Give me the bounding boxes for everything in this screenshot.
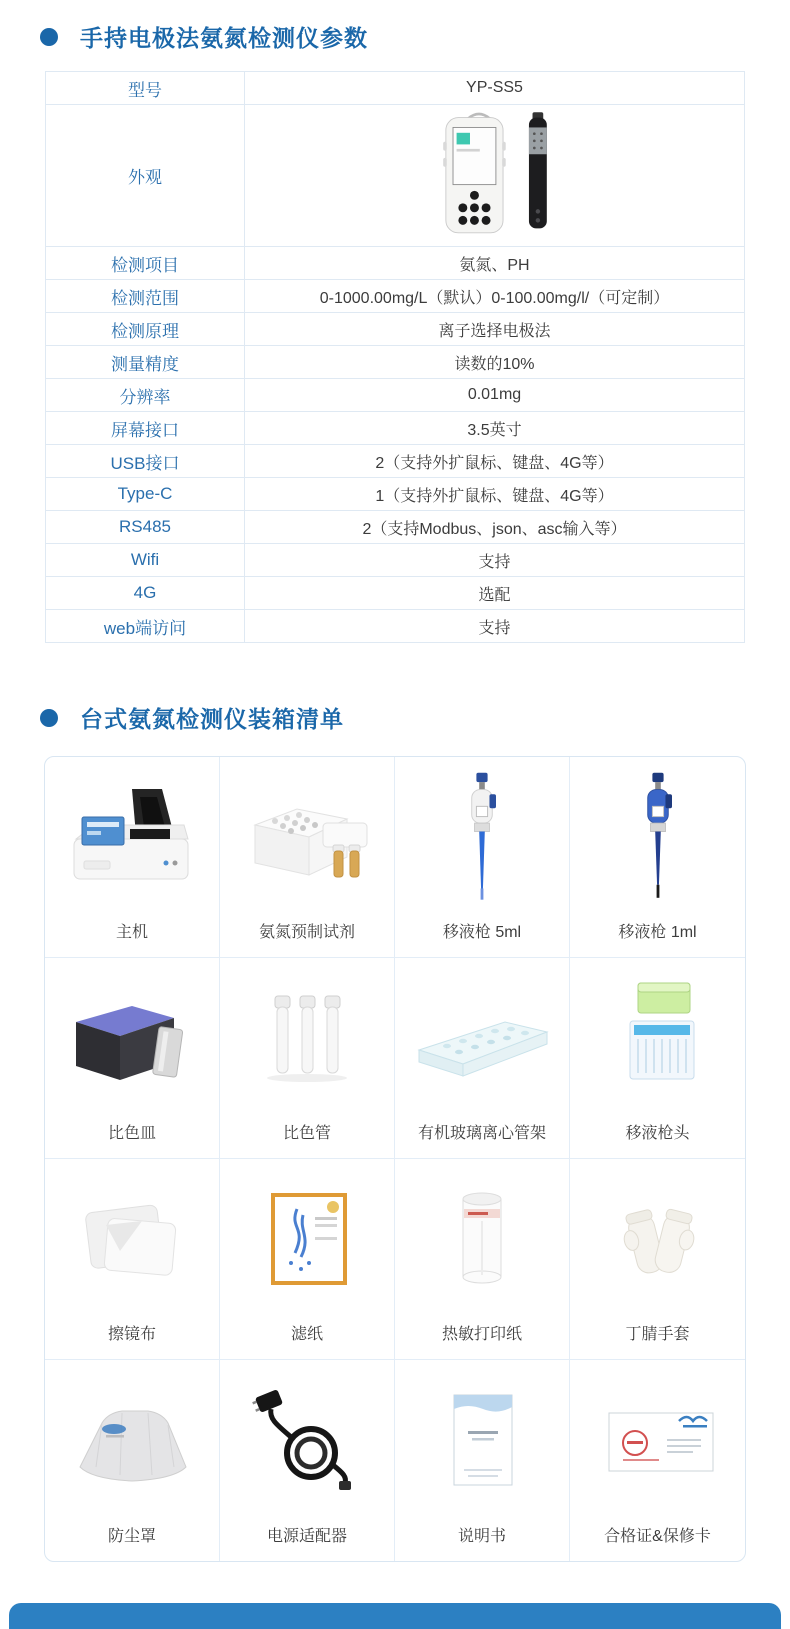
packing-item-dust-cover bbox=[45, 1360, 220, 1561]
packing-item-tubes bbox=[220, 958, 395, 1159]
item-label: 氨氮预制试剂 bbox=[258, 924, 355, 941]
item-image bbox=[570, 958, 745, 1122]
blue-dot-icon bbox=[40, 28, 58, 46]
item-image bbox=[220, 1360, 394, 1525]
packing-item-pipette-5ml bbox=[395, 757, 570, 958]
item-label: 比色皿 bbox=[107, 1125, 156, 1142]
power-adapter-icon bbox=[237, 1383, 377, 1503]
spec-label: Wifi bbox=[46, 544, 245, 577]
certificate-warranty-card-icon bbox=[583, 1383, 733, 1503]
item-image bbox=[45, 1360, 219, 1525]
packing-item-main-unit bbox=[45, 757, 220, 958]
item-image bbox=[45, 757, 219, 921]
acrylic-tube-rack-icon bbox=[407, 980, 557, 1100]
dust-cover-icon bbox=[62, 1383, 202, 1503]
spec-value: YP-SS5 bbox=[245, 72, 745, 105]
spec-label: 外观 bbox=[46, 105, 245, 247]
spec-value: 1（支持外扩鼠标、键盘、4G等） bbox=[245, 478, 745, 511]
item-label: 有机玻璃离心管架 bbox=[417, 1125, 546, 1142]
packing-item-certificate bbox=[570, 1360, 745, 1561]
packing-item-thermal-paper bbox=[395, 1159, 570, 1360]
packing-item-power-adapter bbox=[220, 1360, 395, 1561]
colorimetric-tubes-icon bbox=[237, 980, 377, 1100]
item-label: 合格证&保修卡 bbox=[604, 1528, 711, 1545]
spec-row bbox=[46, 511, 745, 544]
spec-label: 检测原理 bbox=[46, 313, 245, 346]
spec-row-appearance bbox=[46, 105, 745, 247]
item-label: 电源适配器 bbox=[266, 1528, 347, 1545]
item-label: 热敏打印纸 bbox=[441, 1326, 522, 1343]
spec-row bbox=[46, 280, 745, 313]
spec-row bbox=[46, 313, 745, 346]
spec-row-model bbox=[46, 72, 745, 105]
packing-item-cuvette bbox=[45, 958, 220, 1159]
item-image bbox=[45, 1159, 219, 1323]
spec-row bbox=[46, 544, 745, 577]
item-image bbox=[570, 1159, 745, 1323]
spec-row bbox=[46, 577, 745, 610]
spec-row bbox=[46, 445, 745, 478]
item-label: 丁腈手套 bbox=[625, 1326, 690, 1343]
spec-row bbox=[46, 379, 745, 412]
spec-label: 测量精度 bbox=[46, 346, 245, 379]
spec-label: 型号 bbox=[46, 72, 245, 105]
item-label: 说明书 bbox=[457, 1528, 506, 1545]
packing-item-lens-cloth bbox=[45, 1159, 220, 1360]
pipette-tip-boxes-icon bbox=[588, 975, 728, 1105]
packing-section-title: 台式氨氮检测仪装箱清单 bbox=[80, 706, 344, 732]
filter-paper-icon bbox=[237, 1181, 377, 1301]
packing-grid bbox=[44, 756, 746, 1562]
spec-label: USB接口 bbox=[46, 445, 245, 478]
spec-row bbox=[46, 478, 745, 511]
pipette-5ml-icon bbox=[452, 769, 512, 909]
benchtop-analyzer-icon bbox=[62, 779, 202, 899]
item-image bbox=[570, 1360, 745, 1525]
spec-section-header bbox=[40, 20, 790, 53]
spec-value: 支持 bbox=[245, 610, 745, 643]
packing-item-pipette-tips bbox=[570, 958, 745, 1159]
spec-section-title: 手持电极法氨氮检测仪参数 bbox=[80, 25, 368, 51]
item-label: 比色管 bbox=[282, 1125, 331, 1142]
item-label: 移液枪 5ml bbox=[442, 924, 522, 941]
packing-item-manual bbox=[395, 1360, 570, 1561]
item-image bbox=[45, 958, 219, 1122]
item-label: 防尘罩 bbox=[107, 1528, 156, 1545]
spec-row bbox=[46, 610, 745, 643]
item-image bbox=[570, 757, 745, 921]
item-image bbox=[395, 1159, 569, 1323]
packing-item-filter-paper bbox=[220, 1159, 395, 1360]
item-label: 擦镜布 bbox=[107, 1326, 156, 1343]
footer-bar bbox=[9, 1603, 781, 1629]
packing-item-gloves bbox=[570, 1159, 745, 1360]
packing-item-tube-rack bbox=[395, 958, 570, 1159]
spec-value-image-cell bbox=[245, 105, 745, 247]
nitrile-gloves-icon bbox=[588, 1181, 728, 1301]
spec-value: 2（支持Modbus、json、asc输入等） bbox=[245, 511, 745, 544]
spec-row bbox=[46, 412, 745, 445]
spec-value: 选配 bbox=[245, 577, 745, 610]
spec-value: 0.01mg bbox=[245, 379, 745, 412]
spec-label: 检测项目 bbox=[46, 247, 245, 280]
reagent-kit-icon bbox=[237, 779, 377, 899]
spec-label: Type-C bbox=[46, 478, 245, 511]
spec-label: web端访问 bbox=[46, 610, 245, 643]
spec-value: 2（支持外扩鼠标、键盘、4G等） bbox=[245, 445, 745, 478]
spec-value: 读数的10% bbox=[245, 346, 745, 379]
packing-section-header bbox=[40, 701, 790, 734]
spec-row bbox=[46, 346, 745, 379]
spec-table bbox=[45, 71, 745, 643]
spec-label: 4G bbox=[46, 577, 245, 610]
spec-label: 检测范围 bbox=[46, 280, 245, 313]
spec-value: 支持 bbox=[245, 544, 745, 577]
item-image bbox=[220, 1159, 394, 1323]
item-label: 移液枪头 bbox=[625, 1125, 690, 1142]
packing-item-pipette-1ml bbox=[570, 757, 745, 958]
packing-item-reagent bbox=[220, 757, 395, 958]
lens-cloth-icon bbox=[62, 1181, 202, 1301]
spec-value: 氨氮、PH bbox=[245, 247, 745, 280]
item-image bbox=[395, 958, 569, 1122]
cuvette-box-icon bbox=[62, 980, 202, 1100]
spec-row bbox=[46, 247, 745, 280]
item-image bbox=[395, 757, 569, 921]
spec-value: 离子选择电极法 bbox=[245, 313, 745, 346]
item-label: 滤纸 bbox=[290, 1326, 323, 1343]
handheld-meter-and-probe-image bbox=[385, 106, 605, 240]
item-image bbox=[220, 958, 394, 1122]
spec-label: 屏幕接口 bbox=[46, 412, 245, 445]
item-label: 主机 bbox=[115, 924, 148, 941]
blue-dot-icon bbox=[40, 709, 58, 727]
spec-label: RS485 bbox=[46, 511, 245, 544]
spec-value: 3.5英寸 bbox=[245, 412, 745, 445]
item-image bbox=[220, 757, 394, 921]
manual-booklet-icon bbox=[412, 1383, 552, 1503]
thermal-paper-roll-icon bbox=[412, 1181, 552, 1301]
pipette-1ml-icon bbox=[628, 769, 688, 909]
item-image bbox=[395, 1360, 569, 1525]
item-label: 移液枪 1ml bbox=[618, 924, 697, 941]
spec-value: 0-1000.00mg/L（默认）0-100.00mg/l/（可定制） bbox=[245, 280, 745, 313]
spec-label: 分辨率 bbox=[46, 379, 245, 412]
